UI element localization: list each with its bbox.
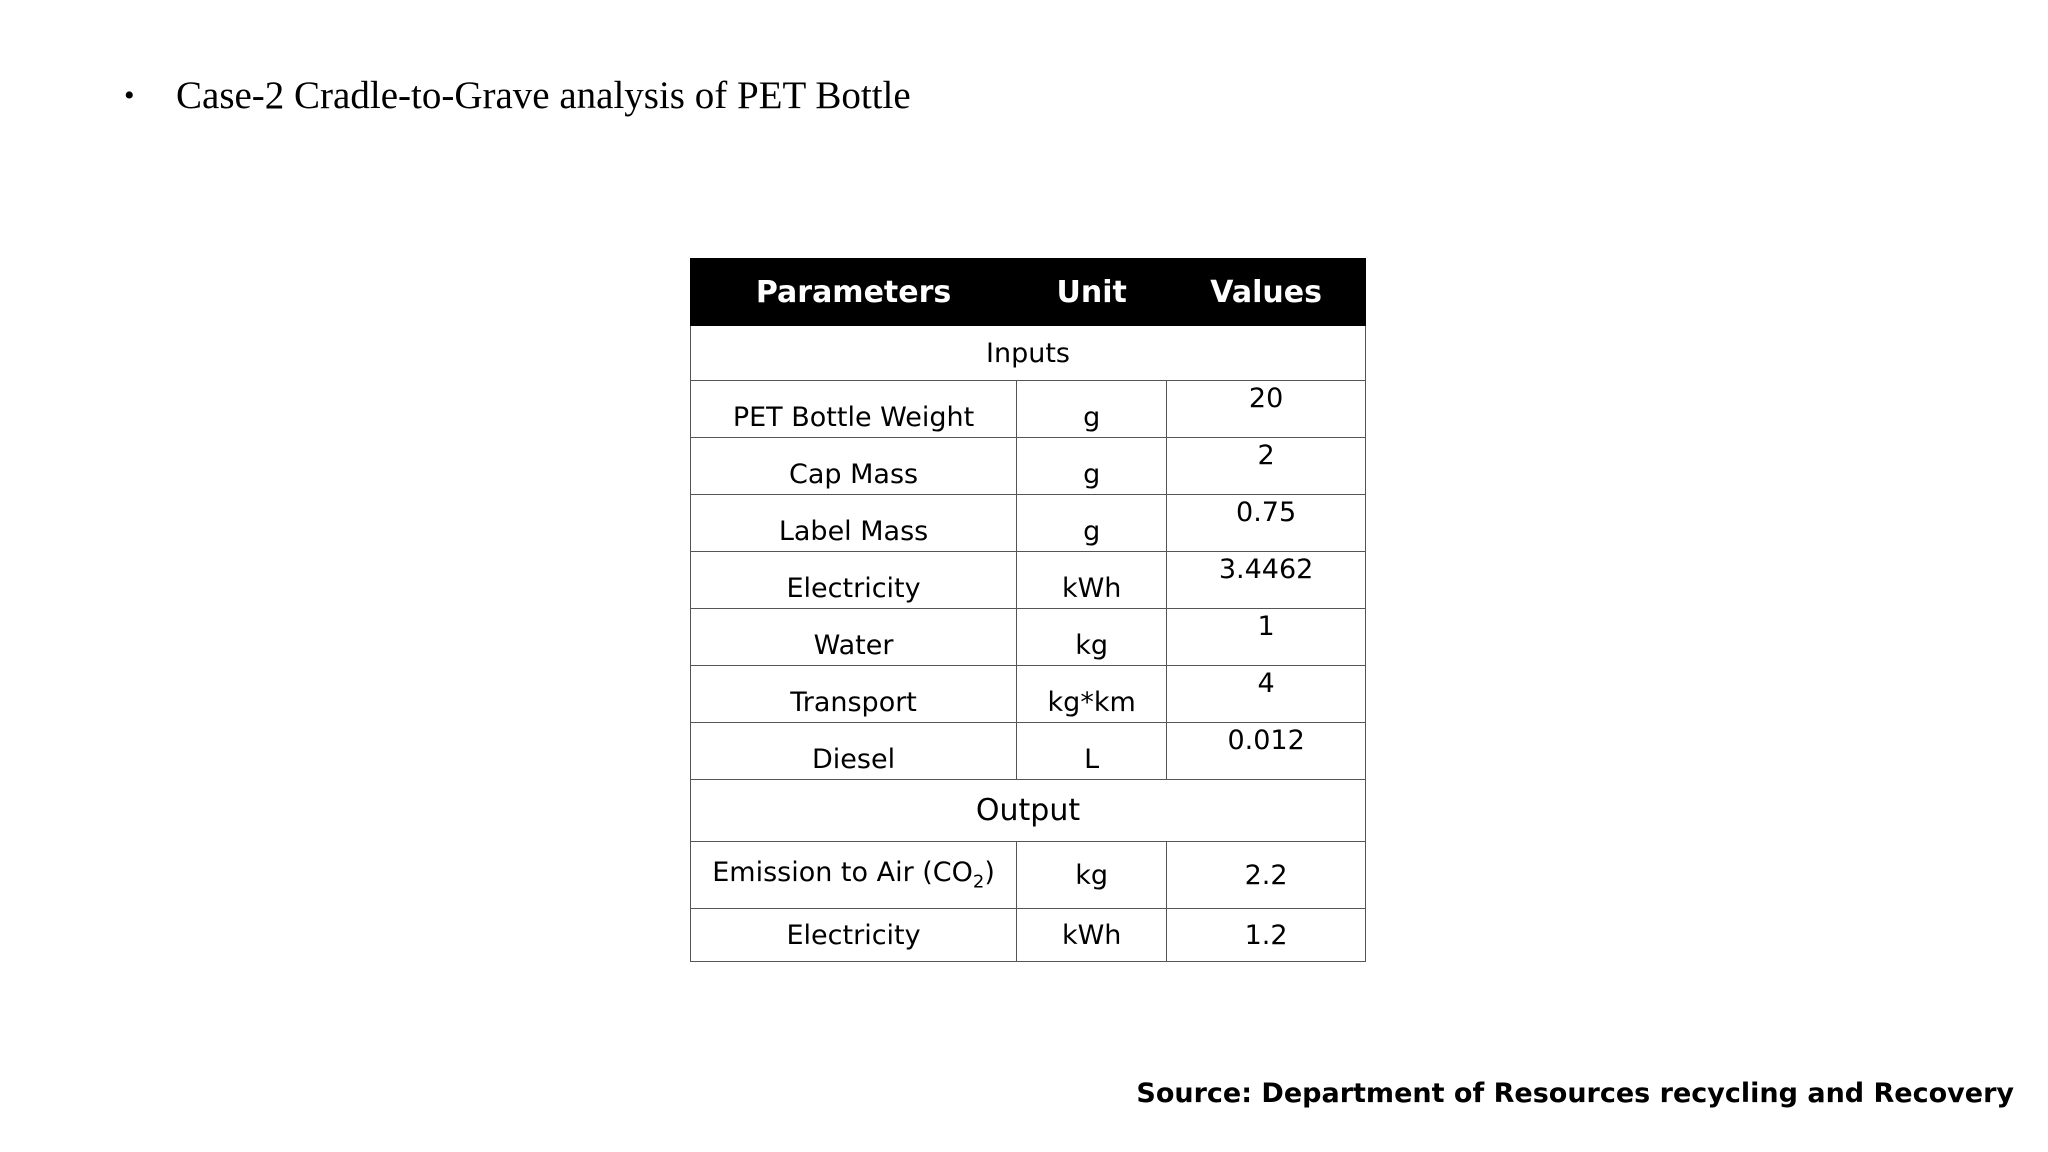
value-cell: 1 — [1167, 609, 1366, 666]
table-row — [691, 723, 1366, 780]
value-cell: 1.2 — [1167, 909, 1366, 962]
slide-title — [124, 70, 911, 122]
header-parameters: Parameters — [691, 259, 1017, 326]
table-row — [691, 438, 1366, 495]
table-row — [691, 381, 1366, 438]
inputs-section-row — [691, 326, 1366, 381]
table-row — [691, 495, 1366, 552]
header-values: Values — [1167, 259, 1366, 326]
parameter-cell: Diesel — [691, 723, 1017, 780]
value-cell: 0.012 — [1167, 723, 1366, 780]
value-cell: 2 — [1167, 438, 1366, 495]
output-label: Output — [691, 780, 1366, 842]
unit-cell: kWh — [1017, 552, 1167, 609]
unit-cell: kg*km — [1017, 666, 1167, 723]
value-cell: 20 — [1167, 381, 1366, 438]
unit-cell: g — [1017, 381, 1167, 438]
output-section-row — [691, 780, 1366, 842]
emission-label-suffix: ) — [984, 857, 995, 889]
table-row — [691, 909, 1366, 962]
value-cell: 3.4462 — [1167, 552, 1366, 609]
slide-title-text: Case-2 Cradle-to-Grave analysis of PET Bottle — [176, 74, 911, 117]
parameter-cell: Electricity — [691, 909, 1017, 962]
value-cell: 2.2 — [1167, 842, 1366, 909]
bullet-marker: • — [124, 79, 135, 112]
table-row — [691, 552, 1366, 609]
source-citation: Source: Department of Resources recycling and Recovery — [1136, 1078, 2014, 1109]
parameter-cell: Transport — [691, 666, 1017, 723]
value-cell: 4 — [1167, 666, 1366, 723]
parameter-cell: PET Bottle Weight — [691, 381, 1017, 438]
value-cell: 0.75 — [1167, 495, 1366, 552]
parameter-cell: Electricity — [691, 552, 1017, 609]
table-header-row — [691, 259, 1366, 326]
header-unit: Unit — [1017, 259, 1167, 326]
table-row — [691, 666, 1366, 723]
unit-cell: kWh — [1017, 909, 1167, 962]
emission-label-subscript: 2 — [972, 871, 985, 893]
parameter-cell: Label Mass — [691, 495, 1017, 552]
unit-cell: g — [1017, 438, 1167, 495]
table-row — [691, 842, 1366, 909]
unit-cell: L — [1017, 723, 1167, 780]
unit-cell: kg — [1017, 609, 1167, 666]
parameter-cell: Cap Mass — [691, 438, 1017, 495]
parameter-cell — [691, 842, 1017, 909]
table-row — [691, 609, 1366, 666]
emission-label-prefix: Emission to Air (CO — [712, 857, 973, 889]
parameters-table — [690, 258, 1366, 962]
unit-cell: g — [1017, 495, 1167, 552]
inputs-label: Inputs — [691, 326, 1366, 381]
unit-cell: kg — [1017, 842, 1167, 909]
parameter-cell: Water — [691, 609, 1017, 666]
